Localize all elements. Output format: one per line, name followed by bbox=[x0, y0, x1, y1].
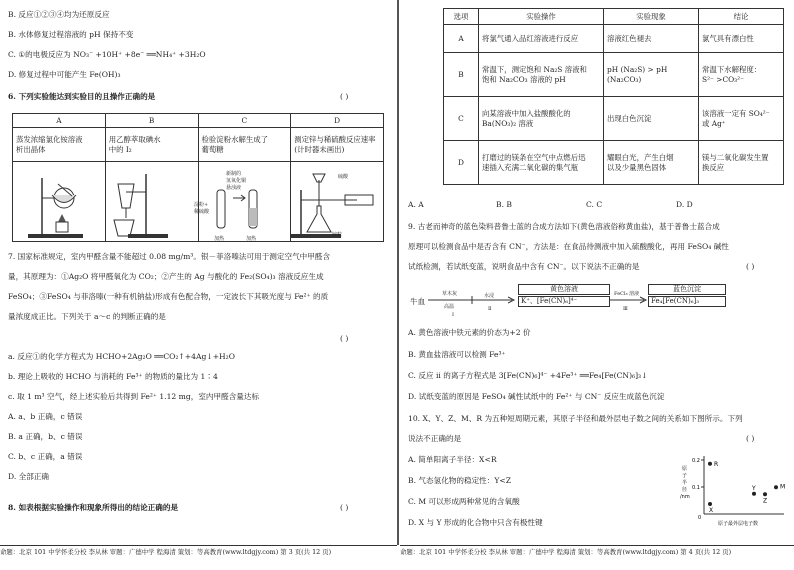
q9-line-1: 9. 古老而神奇的蓝色染料普鲁士蓝的合成方法如下(黄色溶液俗称黄血盐)，基于普鲁士蓝合成 bbox=[408, 222, 720, 231]
q8-row-a-phenomenon: 溶液红色褪去 bbox=[604, 25, 699, 53]
q8-row-c-conclusion: 该溶液一定有 SO₄²⁻ 或 Ag⁺ bbox=[699, 97, 784, 141]
q7-line-1: 7. 国家标准规定，室内甲醛含量不能超过 0.08 mg/m³。银－菲洛嗪法可用于测定空气中甲醛含 bbox=[8, 252, 331, 261]
q10-line-2: 说法不正确的是 bbox=[408, 434, 462, 443]
right-footer: 命题：北京 101 中学怀柔分校 李从林 审题：广德中学 程海清 策划：等高教育(www.ltdgjy.com) 第 4 页(共 12 页) bbox=[400, 548, 732, 556]
q7-line-3: FeSO₄；③FeSO₄ 与菲洛嗪(一种有机钠盐)形成有色配合物，一定波长下其吸光度与 Fe²⁺ 的质 bbox=[8, 292, 329, 301]
q8-head-conclusion: 结论 bbox=[699, 9, 784, 25]
q8-row-b-phenomenon: pH (Na₂S) > pH (Na₂CO₃) bbox=[604, 53, 699, 97]
q7-option-b: B. a 正确，b、c 错误 bbox=[8, 432, 83, 441]
separating-funnel-figure bbox=[106, 170, 181, 242]
q8-row-a-option: A bbox=[444, 25, 479, 53]
q8-row-b-option: B bbox=[444, 53, 479, 97]
q8-option-a: A. A bbox=[408, 200, 424, 209]
atomic-radius-chart bbox=[678, 450, 788, 530]
chart-xlabel: 原子最外层电子数 bbox=[718, 521, 759, 527]
q10-option-c: C. M 可以形成两种常见的含氧酸 bbox=[408, 497, 520, 506]
q8-row-c-option: C bbox=[444, 97, 479, 141]
chart-ytick-01: 0.1 bbox=[692, 485, 700, 491]
left-footer-rule bbox=[0, 545, 397, 546]
label-sulfuric-acid: 硫酸 bbox=[338, 174, 349, 180]
label-zinc: 锌粒 bbox=[332, 232, 343, 238]
flow-step-3: Ⅲ bbox=[623, 306, 628, 312]
q5-option-a: B. 反应①②③④均为还原反应 bbox=[8, 10, 110, 19]
q5-option-c: C. ①的电极反应为 NO₃⁻ +10H⁺ +8e⁻ ══NH₄⁺ +3H₂O bbox=[8, 50, 206, 59]
q10-option-a: A. 简单阳离子半径：X<R bbox=[408, 455, 497, 464]
chart-ylabel-3: 半 bbox=[682, 480, 688, 486]
chart-point-label-z: Z bbox=[763, 497, 768, 505]
flow-yellow-solution-box: 黄色溶液 bbox=[518, 284, 610, 295]
q7-option-c: C. b、c 正确，a 错误 bbox=[8, 452, 83, 461]
q10-option-d: D. X 与 Y 形成的化合物中只含有极性键 bbox=[408, 518, 543, 527]
q7-statement-a: a. 反应①的化学方程式为 HCHO+2Ag₂O ══CO₂↑+4Ag↓+H₂O bbox=[8, 352, 235, 361]
q8-row-d-operation: 打磨过的镁条在空气中点燃后迅 速插入充满二氧化碳的集气瓶 bbox=[479, 141, 604, 185]
q7-answer-paren: ( ) bbox=[340, 334, 349, 343]
flow-blue-precipitate-formula: Fe₄[Fe(CN)₆]₃ bbox=[648, 296, 726, 307]
chart-point-r bbox=[708, 462, 712, 466]
chart-point-label-r: R bbox=[714, 460, 719, 468]
chart-ylabel-4: 径 bbox=[682, 487, 688, 493]
chart-ytick-0: 0 bbox=[698, 515, 702, 521]
flow-step-1: Ⅰ bbox=[452, 312, 454, 318]
q8-row-a-operation: 将氯气通入品红溶液进行反应 bbox=[479, 25, 604, 53]
q6-col-d: D bbox=[291, 114, 384, 128]
q10-answer-paren: ( ) bbox=[746, 434, 755, 443]
label-cu-oh: 氢氧化铜 bbox=[226, 178, 247, 184]
evaporation-apparatus-figure bbox=[22, 170, 97, 242]
q8-row-c-operation: 向某溶液中加入盐酸酸化的 Ba(NO₃)₂ 溶液 bbox=[479, 97, 604, 141]
label-starch: 淀粉+ bbox=[194, 202, 209, 208]
q8-table bbox=[443, 8, 784, 185]
q9-option-c: C. 反应 ii 的离子方程式是 3[Fe(CN)₆]⁴⁻ +4Fe³⁺ ══Fe₄[Fe(CN)₆]₃↓ bbox=[408, 371, 648, 380]
q10-line-1: 10. X、Y、Z、M、R 为五种短周期元素，其原子半径和最外层电子数之间的关系如下图所示。下列 bbox=[408, 414, 743, 423]
q6-desc-b: 用乙醇萃取碘水 中的 I₂ bbox=[105, 128, 198, 162]
chart-point-label-m: M bbox=[780, 483, 786, 491]
q8-row-b-conclusion: 常温下水解程度： S²⁻ >CO₃²⁻ bbox=[699, 53, 784, 97]
flow-step-2: Ⅱ bbox=[488, 306, 492, 312]
q5-option-d: D. 修复过程中可能产生 Fe(OH)₃ bbox=[8, 70, 121, 79]
q8-option-c: C. C bbox=[586, 200, 603, 209]
q6-answer-paren: ( ) bbox=[340, 92, 349, 101]
q9-line-2: 原理可以检测食品中是否含有 CN⁻，方法是：在食品待测液中加入硫酸酸化，再用 FeSO₄ 碱性 bbox=[408, 242, 729, 251]
flow-yellow-solution-ions: K⁺、[Fe(CN)₆]⁴⁻ bbox=[518, 296, 610, 307]
flow-reagent-ash: 草木灰 bbox=[442, 291, 458, 297]
flow-condition-heat: 高温 bbox=[444, 304, 455, 310]
flow-arrow-3 bbox=[610, 296, 650, 304]
chart-point-label-x: X bbox=[709, 507, 714, 515]
q8-head-option: 选项 bbox=[444, 9, 479, 25]
chart-ylabel-5: /nm bbox=[680, 494, 690, 500]
q9-option-d: D. 试纸变蓝的原因是 FeSO₄ 碱性试纸中的 Fe²⁺ 与 CN⁻ 反应生成蓝色沉淀 bbox=[408, 392, 665, 401]
q8-title: 8. 如表根据实验操作和现象所得出的结论正确的是 bbox=[8, 503, 179, 512]
flow-blue-precipitate-box: 蓝色沉淀 bbox=[648, 284, 726, 295]
q9-option-a: A. 黄色溶液中铁元素的价态为+2 价 bbox=[408, 328, 531, 337]
q7-line-2: 量，其原理为：①Ag₂O 将甲醛氧化为 CO₂；②产生的 Ag 与酸化的 Fe₂(SO₄)₃ 溶液反应生成 bbox=[8, 272, 324, 281]
chart-point-m bbox=[774, 485, 778, 489]
flow-arrows-1-2 bbox=[428, 296, 518, 304]
chart-point-x bbox=[708, 502, 712, 506]
q6-col-b: B bbox=[105, 114, 198, 128]
q8-row-b-operation: 常温下，测定饱和 Na₂S 溶液和 饱和 Na₂CO₃ 溶液的 pH bbox=[479, 53, 604, 97]
q8-row-a-conclusion: 氯气具有漂白性 bbox=[699, 25, 784, 53]
flow-step-water: 水浸 bbox=[484, 293, 495, 299]
chart-point-z bbox=[763, 492, 767, 496]
q7-line-4: 量浓度成正比。下列关于 a～c 的判断正确的是 bbox=[8, 312, 166, 321]
q7-statement-c: c. 取 1 m³ 空气，经上述实验后共得到 Fe²⁺ 1.12 mg，室内甲醛含量达标 bbox=[8, 392, 260, 401]
q7-statement-b: b. 理论上吸收的 HCHO 与消耗的 Fe³⁺ 的物质的量比为 1∶4 bbox=[8, 372, 218, 381]
q7-option-a: A. a、b 正确，c 错误 bbox=[8, 412, 83, 421]
chart-point-y bbox=[752, 492, 756, 496]
chart-points bbox=[708, 461, 785, 514]
right-footer-rule bbox=[400, 545, 794, 546]
q6-col-c: C bbox=[198, 114, 291, 128]
q6-desc-a: 蒸发浓缩氯化铵溶液 析出晶体 bbox=[13, 128, 106, 162]
page-divider bbox=[397, 0, 399, 545]
q9-answer-paren: ( ) bbox=[746, 262, 755, 271]
label-suspension: 悬浊液 bbox=[226, 185, 242, 191]
label-heat-1: 加热 bbox=[214, 236, 225, 242]
q6-col-a: A bbox=[13, 114, 106, 128]
q8-row-c-phenomenon: 出现白色沉淀 bbox=[604, 97, 699, 141]
flow-start-cow-blood: 牛血 bbox=[410, 297, 426, 306]
q8-head-operation: 实验操作 bbox=[479, 9, 604, 25]
chart-ylabel-1: 原 bbox=[682, 466, 688, 472]
label-dilute-acid: 稀硫酸 bbox=[194, 209, 210, 215]
q7-option-d: D. 全部正确 bbox=[8, 472, 50, 481]
q8-head-phenomenon: 实验现象 bbox=[604, 9, 699, 25]
q9-option-b: B. 黄血盐溶液可以检测 Fe³⁺ bbox=[408, 350, 506, 359]
label-new-reagent: 新制的 bbox=[226, 171, 242, 177]
chart-ytick-02: 0.2 bbox=[692, 458, 700, 464]
q8-option-d: D. D bbox=[676, 200, 693, 209]
q6-title: 6. 下列实验能达到实验目的且操作正确的是 bbox=[8, 92, 156, 101]
q8-row-d-phenomenon: 耀眼白光，产生白烟 以及少量黑色固体 bbox=[604, 141, 699, 185]
right-page bbox=[400, 0, 794, 570]
label-heat-2: 加热 bbox=[246, 236, 257, 242]
chart-ylabel-2: 子 bbox=[682, 473, 688, 479]
q6-desc-d: 测定锌与稀硫酸反应速率 (计时器未画出) bbox=[291, 128, 384, 162]
q6-desc-c: 检验淀粉水解生成了 葡萄糖 bbox=[198, 128, 291, 162]
q8-answer-paren: ( ) bbox=[340, 503, 349, 512]
q8-row-d-conclusion: 镁与二氧化碳发生置 换反应 bbox=[699, 141, 784, 185]
q5-option-b: B. 水体修复过程溶液的 pH 保持不变 bbox=[8, 30, 134, 39]
chart-point-label-y: Y bbox=[752, 484, 756, 492]
q9-line-3: 试纸检测，若试纸变蓝，说明食品中含有 CN⁻。以下说法不正确的是 bbox=[408, 262, 640, 271]
q8-option-b: B. B bbox=[496, 200, 512, 209]
q10-option-b: B. 气态氢化物的稳定性：Y<Z bbox=[408, 476, 511, 485]
flow-reagent-fecl3: FeCl₃ 溶液 bbox=[614, 291, 640, 297]
left-footer: 命题：北京 101 中学怀柔分校 李从林 审题：广德中学 程海清 策划：等高教育(www.ltdgjy.com) 第 3 页(共 12 页) bbox=[0, 548, 332, 556]
q8-row-d-option: D bbox=[444, 141, 479, 185]
